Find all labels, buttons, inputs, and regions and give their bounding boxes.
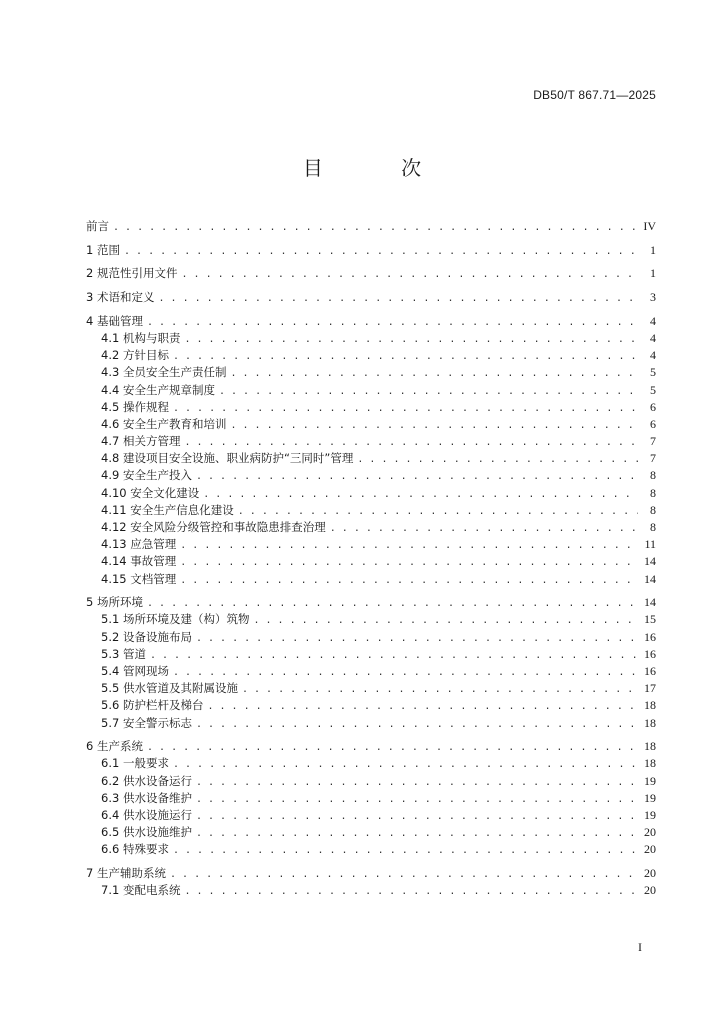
toc-entry-page: 5 [650,382,656,397]
toc-entry-page: 14 [644,595,656,610]
toc-entry-page: 20 [644,883,656,898]
toc-section-entry[interactable] [86,571,656,588]
toc-section-entry[interactable] [86,715,656,732]
toc-entry-page: 14 [644,571,656,586]
toc-chapter-entry[interactable] [86,865,656,882]
toc-entry-title: 6.1 一般要求 [101,756,169,771]
toc-entry-page: 14 [644,554,656,569]
toc-entry-page: 18 [644,756,656,771]
toc-entry-page: 5 [650,365,656,380]
toc-entry-title: 1 范围 [86,242,120,257]
toc-entry-title: 4.3 全员安全生产责任制 [101,365,227,380]
toc-leader-dots [113,219,638,236]
toc-leader-dots [158,290,638,307]
toc-leader-dots [147,595,638,612]
toc-entry-page: 15 [644,612,656,627]
toc-leader-dots [173,842,638,859]
toc-entry-page: 7 [650,451,656,466]
toc-entry-title: 4.10 安全文化建设 [101,485,200,500]
toc-leader-dots [196,716,638,733]
toc-section-entry[interactable] [86,416,656,433]
toc-section-entry[interactable] [86,697,656,714]
toc-entry-title: 2 规范性引用文件 [86,266,178,281]
toc-section-entry[interactable] [86,790,656,807]
toc-entry-page: 8 [650,468,656,483]
toc-chapter-entry[interactable] [86,289,656,306]
toc-entry-page: 19 [644,808,656,822]
toc-entry-page: 6 [650,416,656,431]
toc-leader-dots [173,664,638,681]
toc-entry-page: 11 [644,537,656,552]
toc-entry-page: 3 [650,290,656,305]
toc-entry-page: 20 [644,825,656,840]
toc-entry-page: 16 [644,629,656,644]
toc-entry-title: 5.3 管道 [101,646,146,661]
toc-entry-page: 16 [644,664,656,678]
toc-entry-title: 6.2 供水设备运行 [101,773,192,788]
toc-leader-dots [184,883,638,900]
toc-entry-title: 6.5 供水设施维护 [101,825,192,840]
toc-leader-dots [196,630,638,647]
toc-section-entry[interactable] [86,485,656,502]
toc-entry-page: 18 [644,715,656,730]
toc-leader-dots [150,647,638,664]
toc-chapter-entry[interactable] [86,265,656,282]
toc-leader-dots [230,365,638,382]
toc-entry-title: 6.4 供水设施运行 [101,808,192,822]
toc-entry-page: 8 [650,520,656,534]
toc-entry-page: 8 [650,485,656,500]
toc-entry-title: 5.2 设备设施布局 [101,629,192,644]
toc-leader-dots [180,537,638,554]
toc-entry-title: 4.1 机构与职责 [101,330,181,345]
toc-entry-title: 4.8 建设项目安全设施、职业病防护“三同时”管理 [101,451,354,466]
toc-entry-page: 6 [650,399,656,414]
toc-entry-title: 前言 [86,219,109,233]
toc-chapter-entry[interactable] [86,738,656,755]
toc-leader-dots [196,825,638,842]
toc-entry-title: 4.11 安全生产信息化建设 [101,502,234,517]
toc-entry-title: 5.4 管网现场 [101,664,169,678]
toc-section-entry[interactable] [86,629,656,646]
toc-leader-dots [230,417,638,434]
toc-entry-page: 4 [650,348,656,363]
toc-leader-dots [173,756,638,773]
toc-entry-page: 19 [644,790,656,805]
toc-section-entry[interactable] [86,347,656,364]
toc-section-entry[interactable] [86,611,656,628]
toc-section-entry[interactable] [86,841,656,858]
page-number: I [638,940,642,954]
toc-entry-title: 5.7 安全警示标志 [101,715,192,730]
toc-leader-dots [238,503,638,520]
toc-leader-dots [180,554,638,571]
toc-leader-dots [170,866,638,883]
toc-entry-title: 4.5 操作规程 [101,399,169,414]
page-title: 目 次 [302,156,458,180]
toc-leader-dots [147,739,638,756]
toc-entry-page: 16 [644,646,656,661]
toc-entry-page: 17 [644,681,656,696]
toc-entry-title: 4.14 事故管理 [101,554,177,569]
standard-number: DB50/T 867.71—2025 [533,88,656,102]
toc-leader-dots [242,681,638,698]
toc-leader-dots [147,314,638,331]
toc-leader-dots [124,243,638,260]
toc-section-entry[interactable] [86,824,656,841]
toc-leader-dots [196,468,638,485]
toc-entry-title: 5 场所环境 [86,595,143,610]
toc-leader-dots [219,383,638,400]
toc-leader-dots [180,572,638,589]
toc-chapter-entry[interactable] [86,242,656,259]
toc-leader-dots [330,520,638,537]
toc-leader-dots [196,774,638,791]
toc-entry-page: 4 [650,330,656,345]
toc-section-entry[interactable] [86,807,656,824]
toc-section-entry[interactable] [86,433,656,450]
toc-leader-dots [173,400,638,417]
toc-entry-title: 3 术语和定义 [86,290,155,305]
toc-leader-dots [173,348,638,365]
toc-section-entry[interactable] [86,773,656,790]
toc-section-entry[interactable] [86,536,656,553]
toc-section-entry[interactable] [86,882,656,899]
toc-leader-dots [253,612,638,629]
toc-entry-title: 7.1 变配电系统 [101,883,181,898]
toc-entry-page: 18 [644,739,656,754]
toc-entry-title: 7 生产辅助系统 [86,866,166,881]
toc-chapter-entry[interactable] [86,218,656,235]
toc-entry-page: 8 [650,502,656,517]
toc-entry-page: 1 [650,242,656,257]
toc-entry-page: 1 [650,266,656,281]
toc-entry-title: 4 基础管理 [86,313,143,328]
toc-entry-title: 4.15 文档管理 [101,571,177,586]
toc-entry-page: 19 [644,773,656,788]
toc-entry-title: 4.4 安全生产规章制度 [101,382,215,397]
toc-entry-title: 5.5 供水管道及其附属设施 [101,681,238,696]
toc-entry-title: 4.7 相关方管理 [101,434,181,449]
toc-section-entry[interactable] [86,330,656,347]
toc-entry-title: 6 生产系统 [86,739,143,754]
toc-section-entry[interactable] [86,646,656,663]
toc-section-entry[interactable] [86,399,656,416]
toc-entry-title: 6.6 特殊要求 [101,842,169,857]
toc-entry-page: 4 [650,313,656,328]
toc-entry-title: 4.13 应急管理 [101,537,177,552]
toc-leader-dots [196,791,638,808]
toc-section-entry[interactable] [86,467,656,484]
toc-entry-page: IV [643,219,656,233]
toc-leader-dots [181,266,638,283]
toc-leader-dots [207,698,638,715]
toc-chapter-entry[interactable] [86,313,656,330]
toc-section-entry[interactable] [86,364,656,381]
toc-section-entry[interactable] [86,663,656,680]
toc-leader-dots [184,434,638,451]
toc-entry-title: 6.3 供水设备维护 [101,790,192,805]
toc-section-entry[interactable] [86,553,656,570]
toc-chapter-entry[interactable] [86,594,656,611]
toc-entry-title: 5.6 防护栏杆及梯台 [101,698,204,713]
table-of-contents [86,218,656,899]
toc-entry-title: 4.2 方针目标 [101,348,169,363]
toc-leader-dots [357,451,638,468]
toc-entry-page: 20 [644,866,656,881]
toc-entry-page: 18 [644,698,656,713]
toc-section-entry[interactable] [86,502,656,519]
toc-entry-page: 7 [650,434,656,449]
toc-section-entry[interactable] [86,755,656,772]
toc-leader-dots [196,808,638,825]
toc-section-entry[interactable] [86,680,656,697]
toc-section-entry[interactable] [86,382,656,399]
toc-entry-title: 4.9 安全生产投入 [101,468,192,483]
toc-section-entry[interactable] [86,519,656,536]
toc-entry-title: 4.12 安全风险分级管控和事故隐患排查治理 [101,520,326,534]
toc-leader-dots [203,486,638,503]
toc-entry-page: 20 [644,842,656,857]
toc-section-entry[interactable] [86,450,656,467]
toc-entry-title: 4.6 安全生产教育和培训 [101,416,227,431]
toc-leader-dots [184,331,638,348]
toc-entry-title: 5.1 场所环境及建（构）筑物 [101,612,250,627]
